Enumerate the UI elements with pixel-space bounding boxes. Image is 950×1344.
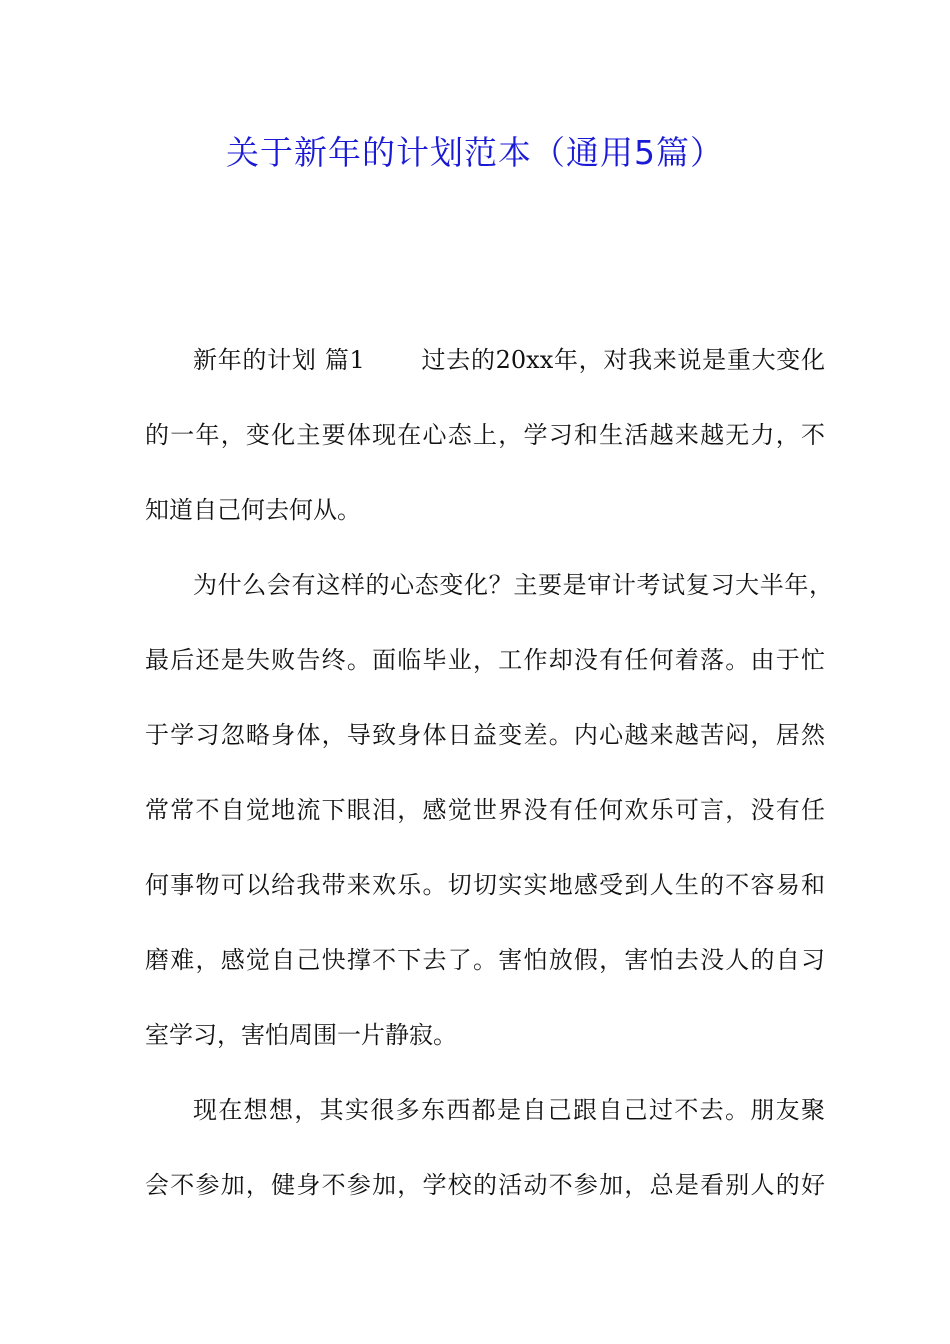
- paragraph-line: 室学习，害怕周围一片静寂。: [145, 1021, 457, 1049]
- paragraph-line: 的一年，变化主要体现在心态上，学习和生活越来越无力，不: [145, 421, 825, 449]
- paragraph-line: 常常不自觉地流下眼泪，感觉世界没有任何欢乐可言，没有任: [145, 796, 825, 824]
- paragraph-line: 会不参加，健身不参加，学校的活动不参加，总是看别人的好: [145, 1171, 825, 1199]
- paragraph-line: 磨难，感觉自己快撑不下去了。害怕放假，害怕去没人的自习: [145, 946, 825, 974]
- paragraph-line: 最后还是失败告终。面临毕业，工作却没有任何着落。由于忙: [145, 646, 825, 674]
- paragraph-text: 过去的20xx年，对我来说是重大变化: [420, 346, 825, 374]
- paragraph-line: 何事物可以给我带来欢乐。切切实实地感受到人生的不容易和: [145, 871, 825, 899]
- paragraph-line: 为什么会有这样的心态变化？主要是审计考试复习大半年，: [193, 571, 833, 599]
- paragraph-line: [193, 340, 825, 380]
- section-heading: 新年的计划 篇1: [193, 346, 365, 374]
- paragraph-line: 知道自己何去何从。: [145, 496, 361, 524]
- paragraph-line: 于学习忽略身体，导致身体日益变差。内心越来越苦闷，居然: [145, 721, 825, 749]
- document-title: 关于新年的计划范本（通用5篇）: [226, 133, 724, 172]
- paragraph-line: 现在想想，其实很多东西都是自己跟自己过不去。朋友聚: [193, 1096, 825, 1124]
